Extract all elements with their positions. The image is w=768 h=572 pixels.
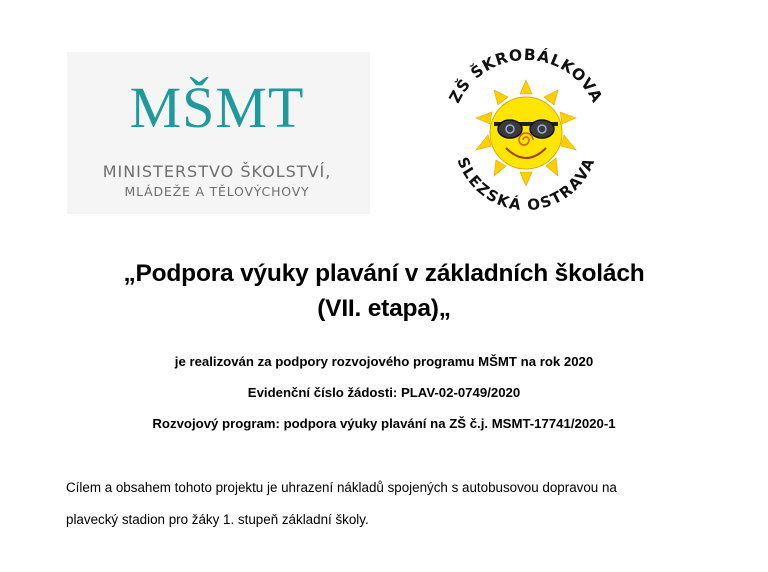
project-title: [0, 256, 768, 326]
school-name-bottom: SLEZSKÁ OSTRAVA: [453, 154, 599, 215]
project-title-line2: (VII. etapa)„: [317, 295, 451, 322]
program-reference: Rozvojový program: podpora výuky plavání na ZŠ č.j. MSMT-17741/2020-1: [152, 416, 616, 431]
project-title-line1: „Podpora výuky plavání v základních školách: [123, 260, 645, 287]
application-number: Evidenční číslo žádosti: PLAV-02-0749/2020: [247, 385, 521, 400]
funding-statement: je realizován za podpory rozvojového programu MŠMT na rok 2020: [174, 354, 594, 369]
body-line1: Cílem a obsahem tohoto projektu je uhrazení nákladů spojených s autobusovou dopravou na: [66, 480, 617, 495]
school-name-top: ZŠ ŠKROBÁLKOVA: [445, 45, 607, 107]
msmt-abbreviation: MŠMT: [129, 75, 305, 140]
msmt-name-line2: MLÁDEŽE A TĚLOVÝCHOVY: [124, 184, 310, 199]
school-logo: [440, 42, 612, 220]
msmt-name-line1: MINISTERSTVO ŠKOLSTVÍ,: [102, 162, 332, 181]
body-line2: plavecký stadion pro žáky 1. stupeň základní školy.: [66, 512, 369, 527]
msmt-logo: [67, 52, 370, 214]
